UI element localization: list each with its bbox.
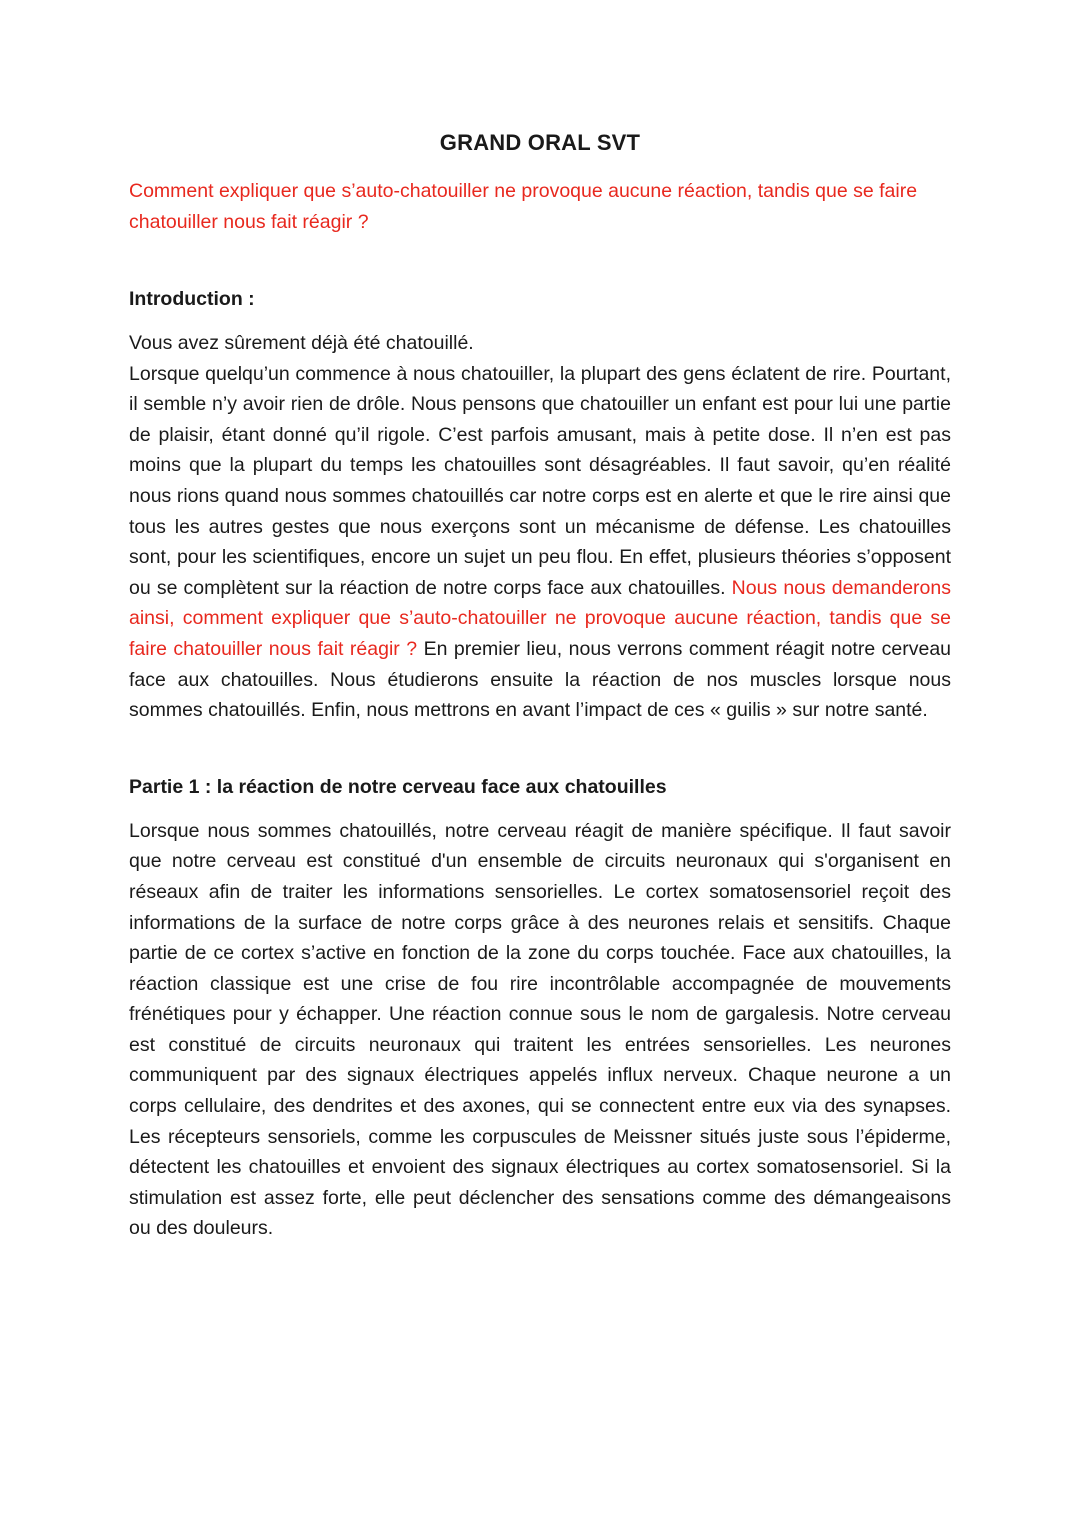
document-title: GRAND ORAL SVT <box>439 130 641 155</box>
introduction-body-part2: En premier lieu, nous verrons comment réagit notre cerveau face aux chatouilles. Nous étudierons ensuite la réaction de nos muscles lorsque nous sommes chatouillés. Enfin, nous mettrons en avant l’impact de ces « guilis » sur notre santé. <box>129 637 952 722</box>
introduction-problematic: Nous nous demanderons ainsi, comment expliquer que s’auto-chatouiller ne provoque aucune réaction, tandis que se faire chatouiller nous fait réagir ? <box>129 576 951 660</box>
document-page <box>129 128 951 1244</box>
introduction-heading: Introduction : <box>129 288 255 310</box>
introduction-body-part1: Lorsque quelqu’un commence à nous chatouiller, la plupart des gens éclatent de rire. Pourtant, il semble n’y avoir rien de drôle. Nous pensons que chatouiller un enfant est pour lui une partie de plaisir, étant donné qu’il rigole. C’est parfois amusant, mais à petite dose. Il n’en est pas moins que la plupart du temps les chatouilles sont désagréables. Il faut savoir, qu’en réalité nous rions quand nous sommes chatouillés car notre corps est en alerte et que le rire ainsi que tous les autres gestes que nous exerçons sont un mécanisme de défense. Les chatouilles sont, pour les scientifiques, encore un sujet un peu flou. En effet, plusieurs théories s’opposent ou se complètent sur la réaction de notre corps face aux chatouilles. <box>129 362 951 599</box>
introduction-paragraph <box>129 328 951 726</box>
problem-question: Comment expliquer que s’auto-chatouiller ne provoque aucune réaction, tandis que se faire chatouiller nous fait réagir ? <box>129 180 918 233</box>
part1-heading: Partie 1 : la réaction de notre cerveau face aux chatouilles <box>129 775 667 798</box>
introduction-opening-line: Vous avez sûrement déjà été chatouillé. <box>129 332 474 354</box>
part1-paragraph: Lorsque nous sommes chatouillés, notre cerveau réagit de manière spécifique. Il faut savoir que notre cerveau est constitué d'un ensemble de circuits neuronaux qui s'organisent en réseaux afin de traiter les informations sensorielles. Le cortex somatosensoriel reçoit des informations de la surface de notre corps grâce à des neurones relais et sensitifs. Chaque partie de ce cortex s’active en fonction de la zone du corps touchée. Face aux chatouilles, la réaction classique est une crise de fou rire incontrôlable accompagnée de mouvements frénétiques pour y échapper. Une réaction connue sous le nom de gargalesis. Notre cerveau est constitué de circuits neuronaux qui traitent les entrées sensorielles. Les neurones communiquent par des signaux électriques appelés influx nerveux. Chaque neurone a un corps cellulaire, des dendrites et des axones, qui se connectent entre eux via des synapses. Les récepteurs sensoriels, comme les corpuscules de Meissner situés juste sous l’épiderme, détectent les chatouilles et envoient des signaux électriques au cortex somatosensoriel. Si la stimulation est assez forte, elle peut déclencher des sensations comme des démangeaisons ou des douleurs. <box>129 819 951 1240</box>
